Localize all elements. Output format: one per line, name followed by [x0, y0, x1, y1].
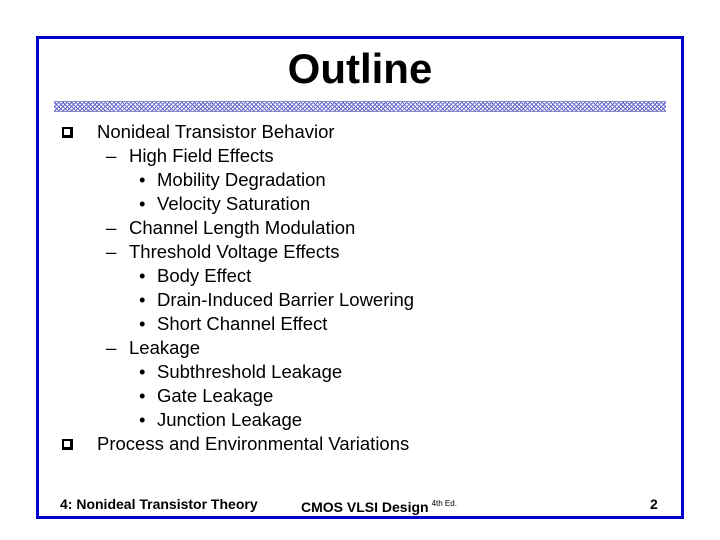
- list-item: [0, 144, 720, 168]
- list-item-text: Gate Leakage: [157, 385, 274, 406]
- square-bullet-icon: [62, 127, 73, 138]
- dot-bullet-icon: •: [139, 193, 146, 214]
- dot-bullet-icon: •: [139, 169, 146, 190]
- dash-bullet-icon: –: [106, 217, 117, 238]
- list-item-text: Channel Length Modulation: [129, 217, 356, 238]
- list-item: [0, 192, 720, 216]
- dot-bullet-icon: •: [139, 265, 146, 286]
- dot-bullet-icon: •: [139, 313, 146, 334]
- list-item: [0, 408, 720, 432]
- list-item-text: Junction Leakage: [157, 409, 303, 430]
- list-item-text: Short Channel Effect: [157, 313, 328, 334]
- footer-edition: 4th Ed.: [431, 499, 457, 508]
- slide-title: Outline: [287, 45, 433, 92]
- list-item: [0, 120, 720, 144]
- list-item-text: Leakage: [129, 337, 200, 358]
- dot-bullet-icon: •: [139, 409, 146, 430]
- list-item-text: High Field Effects: [129, 145, 274, 166]
- title-divider: [54, 101, 666, 112]
- list-item: [0, 432, 720, 456]
- list-item-text: Mobility Degradation: [157, 169, 326, 190]
- list-item: [0, 264, 720, 288]
- dash-bullet-icon: –: [106, 337, 117, 358]
- footer-course: [301, 494, 457, 514]
- outline-list: [0, 120, 720, 456]
- dot-bullet-icon: •: [139, 361, 146, 382]
- footer-course-title: CMOS VLSI Design: [301, 499, 429, 515]
- list-item-text: Process and Environmental Variations: [97, 433, 410, 454]
- dash-bullet-icon: –: [106, 145, 117, 166]
- list-item: [0, 360, 720, 384]
- list-item-text: Velocity Saturation: [157, 193, 311, 214]
- list-item-text: Subthreshold Leakage: [157, 361, 343, 382]
- list-item-text: Body Effect: [157, 265, 252, 286]
- list-item: [0, 336, 720, 360]
- list-item: [0, 384, 720, 408]
- list-item-text: Threshold Voltage Effects: [129, 241, 340, 262]
- dash-bullet-icon: –: [106, 241, 117, 262]
- dot-bullet-icon: •: [139, 385, 146, 406]
- list-item: [0, 216, 720, 240]
- list-item: [0, 240, 720, 264]
- page-number: 2: [650, 496, 658, 512]
- list-item-text: Drain-Induced Barrier Lowering: [157, 289, 415, 310]
- dot-bullet-icon: •: [139, 289, 146, 310]
- list-item-text: Nonideal Transistor Behavior: [97, 121, 335, 142]
- square-bullet-icon: [62, 439, 73, 450]
- footer-chapter: 4: Nonideal Transistor Theory: [60, 496, 258, 512]
- list-item: [0, 288, 720, 312]
- list-item: [0, 168, 720, 192]
- list-item: [0, 312, 720, 336]
